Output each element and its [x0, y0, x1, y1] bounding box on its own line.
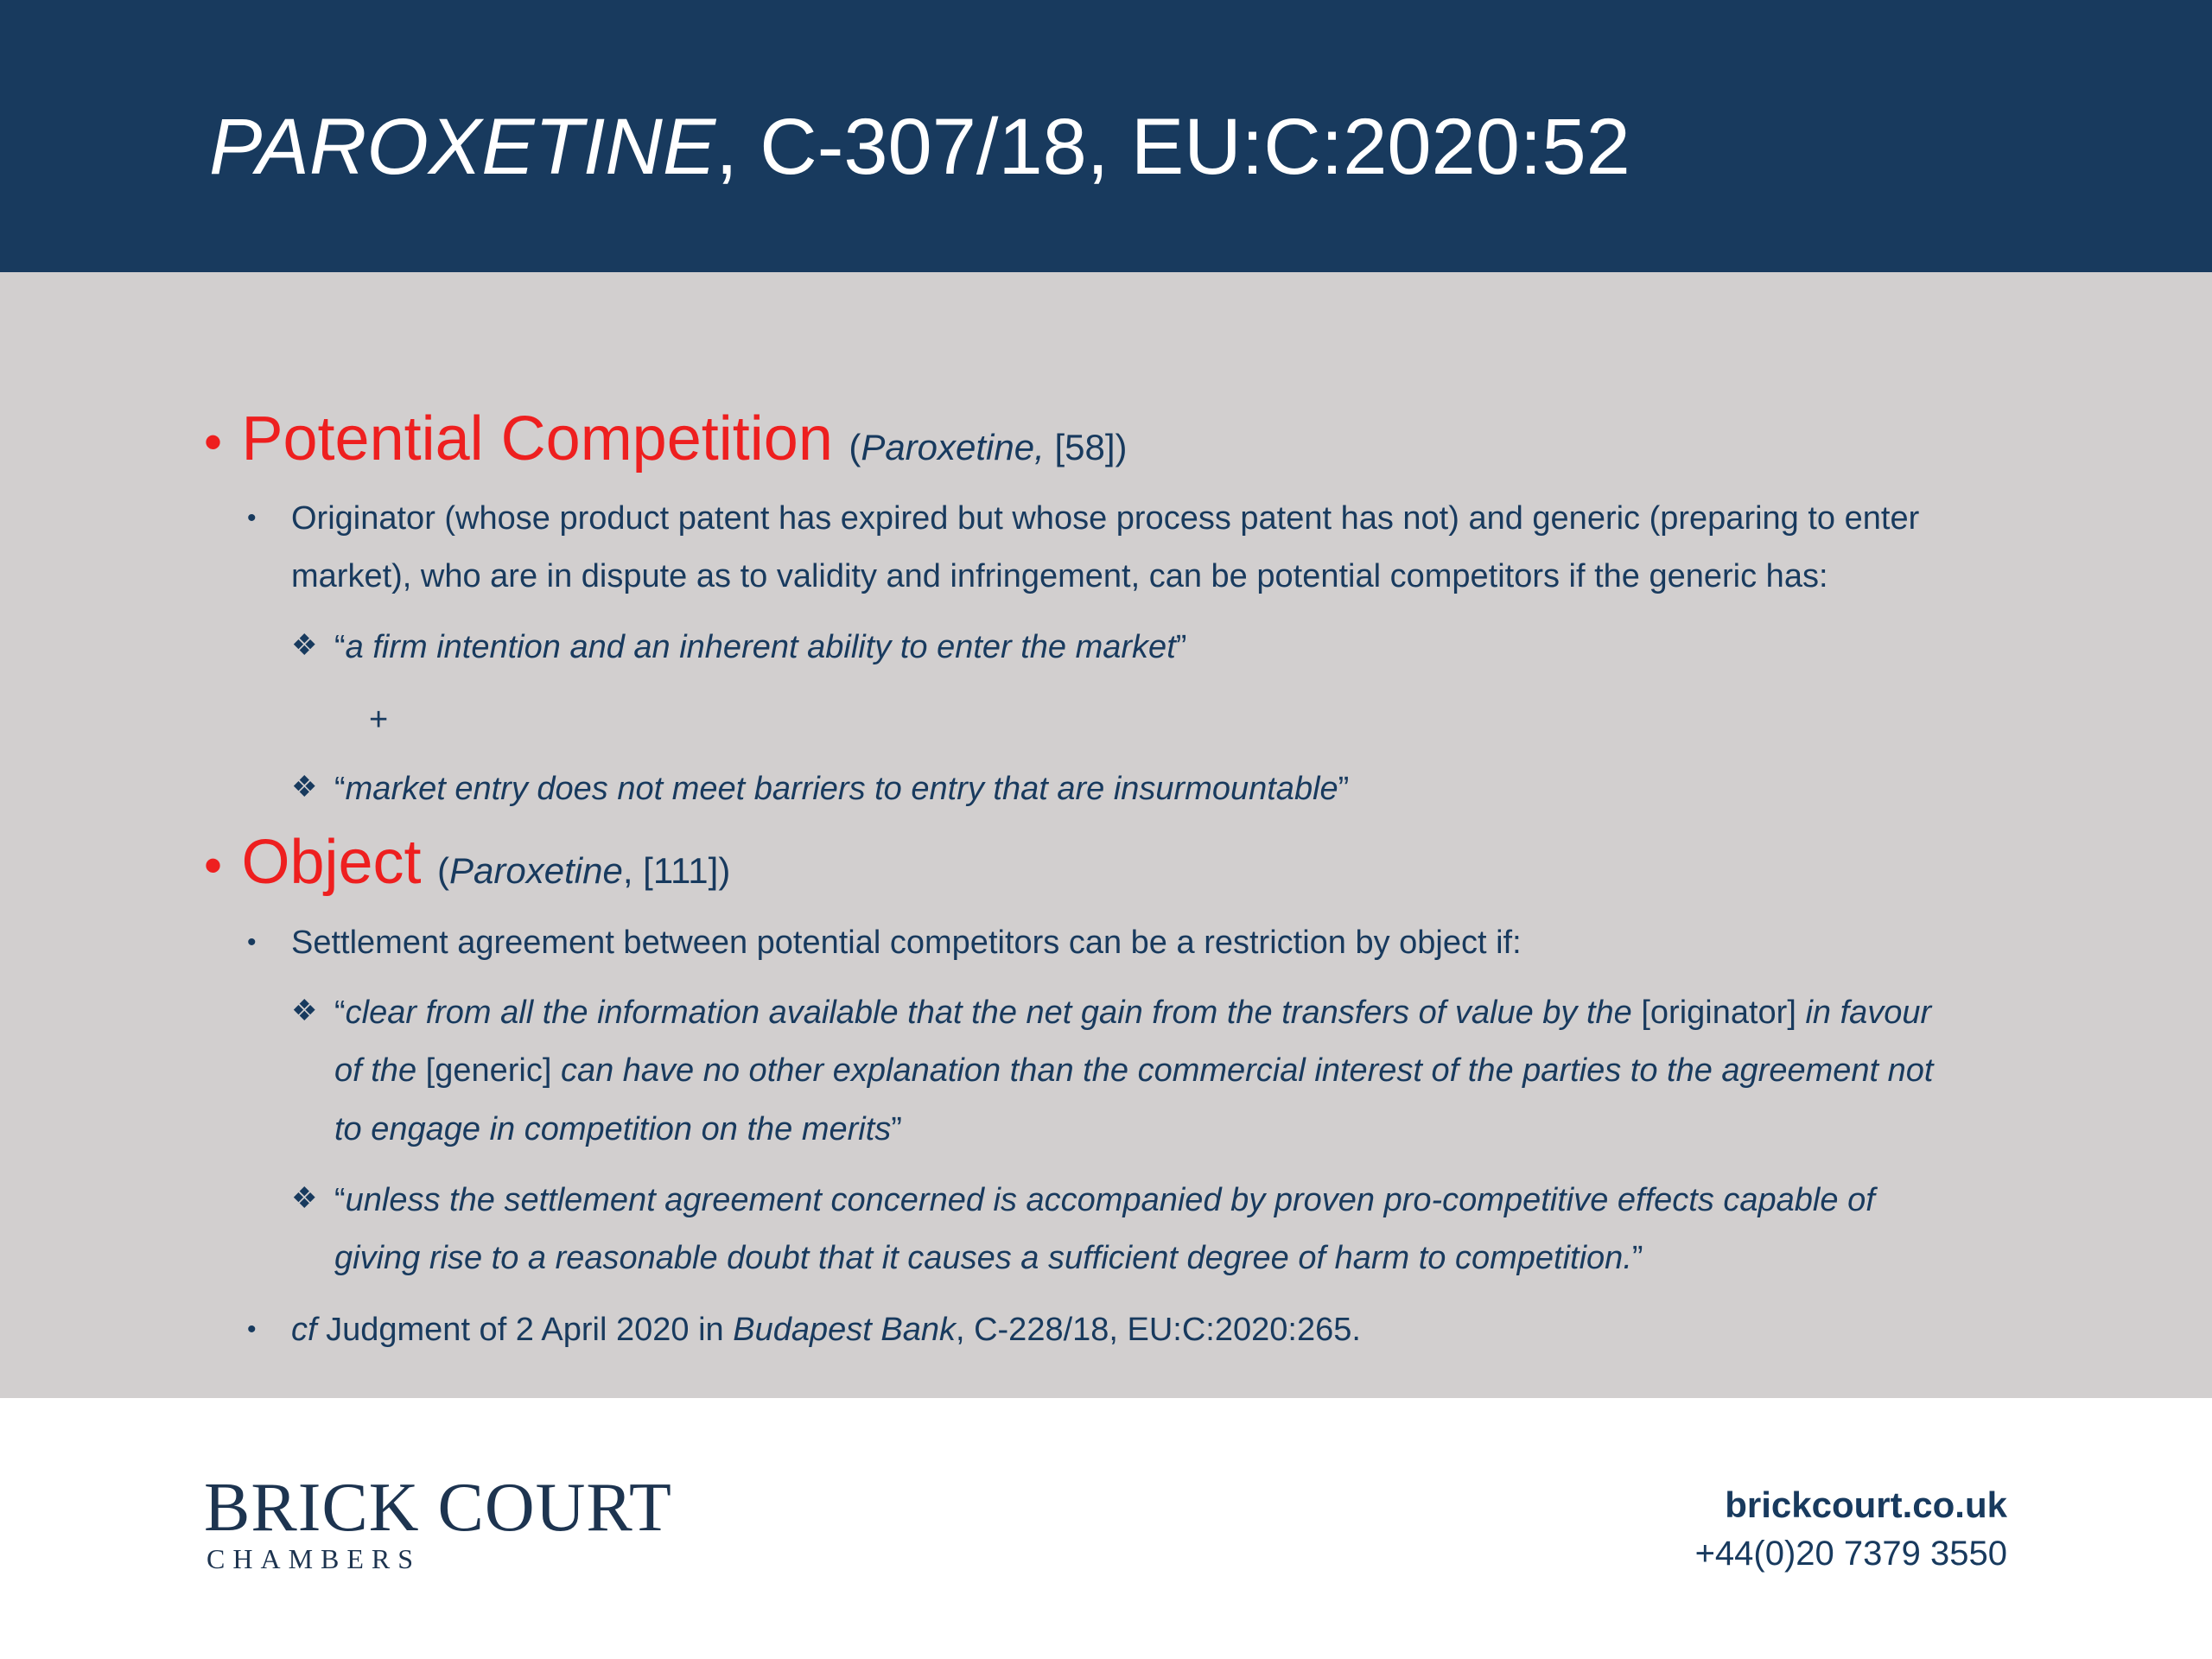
brick-court-logo: BRICK COURT: [204, 1470, 672, 1546]
quote-net-gain-line-2: of the [generic] can have no other explanation than the commercial interest of the parties to the agreement not: [334, 1052, 1934, 1089]
chambers-logo-subtitle: CHAMBERS: [207, 1543, 422, 1574]
heading-bullet: •: [204, 836, 223, 894]
quote-firm-intention: “a firm intention and an inherent ability to enter the market”: [334, 629, 1187, 665]
quote-net-gain-line-3: to engage in competition on the merits”: [334, 1111, 902, 1147]
diamond-bullet-icon: ❖: [291, 995, 318, 1027]
sub-bullet: •: [247, 504, 257, 532]
diamond-bullet-icon: ❖: [291, 771, 318, 804]
originator-point-line-2: market), who are in dispute as to validity and infringement, can be potential competitors if the generic has:: [291, 558, 1828, 594]
diamond-bullet-icon: ❖: [291, 629, 318, 662]
sub-bullet: •: [247, 1315, 257, 1344]
quote-pro-competitive-line-1: “unless the settlement agreement concerned is accompanied by proven pro-competitive effects capable of: [334, 1182, 1875, 1218]
phone-number: +44(0)20 7379 3550: [1694, 1535, 2007, 1573]
sub-bullet: •: [247, 928, 257, 957]
diamond-bullet-icon: ❖: [291, 1182, 318, 1215]
section-potential-competition-heading: [204, 400, 1128, 478]
heading-bullet: •: [204, 413, 223, 471]
title-case-name: PAROXETINE: [209, 103, 716, 191]
heading-object: Object: [241, 828, 422, 897]
settlement-point: Settlement agreement between potential competitors can be a restriction by object if:: [291, 925, 1522, 961]
originator-point-line-1: Originator (whose product patent has expired but whose process patent has not) and generic (preparing to enter: [291, 500, 1920, 537]
heading-citation: (Paroxetine, [58]): [849, 427, 1128, 467]
cf-budapest-bank: cf Judgment of 2 April 2020 in Budapest Bank, C-228/18, EU:C:2020:265.: [291, 1312, 1361, 1348]
heading-citation: (Paroxetine, [111]): [437, 850, 731, 891]
slide-header: [0, 0, 2212, 272]
quote-net-gain-line-1: “clear from all the information available that the net gain from the transfers of value by the [originator] in favour: [334, 995, 1932, 1031]
slide-title: [209, 91, 1630, 203]
heading-potential-competition: Potential Competition: [241, 404, 833, 474]
quote-market-entry: “market entry does not meet barriers to entry that are insurmountable”: [334, 771, 1350, 807]
quote-pro-competitive-line-2: giving rise to a reasonable doubt that it causes a sufficient degree of harm to competition.”: [334, 1240, 1643, 1276]
plus-sign: +: [369, 702, 389, 738]
website-link[interactable]: brickcourt.co.uk: [1725, 1484, 2007, 1525]
title-case-citation: , C-307/18, EU:C:2020:52: [715, 103, 1630, 191]
section-object-heading: [204, 823, 730, 901]
